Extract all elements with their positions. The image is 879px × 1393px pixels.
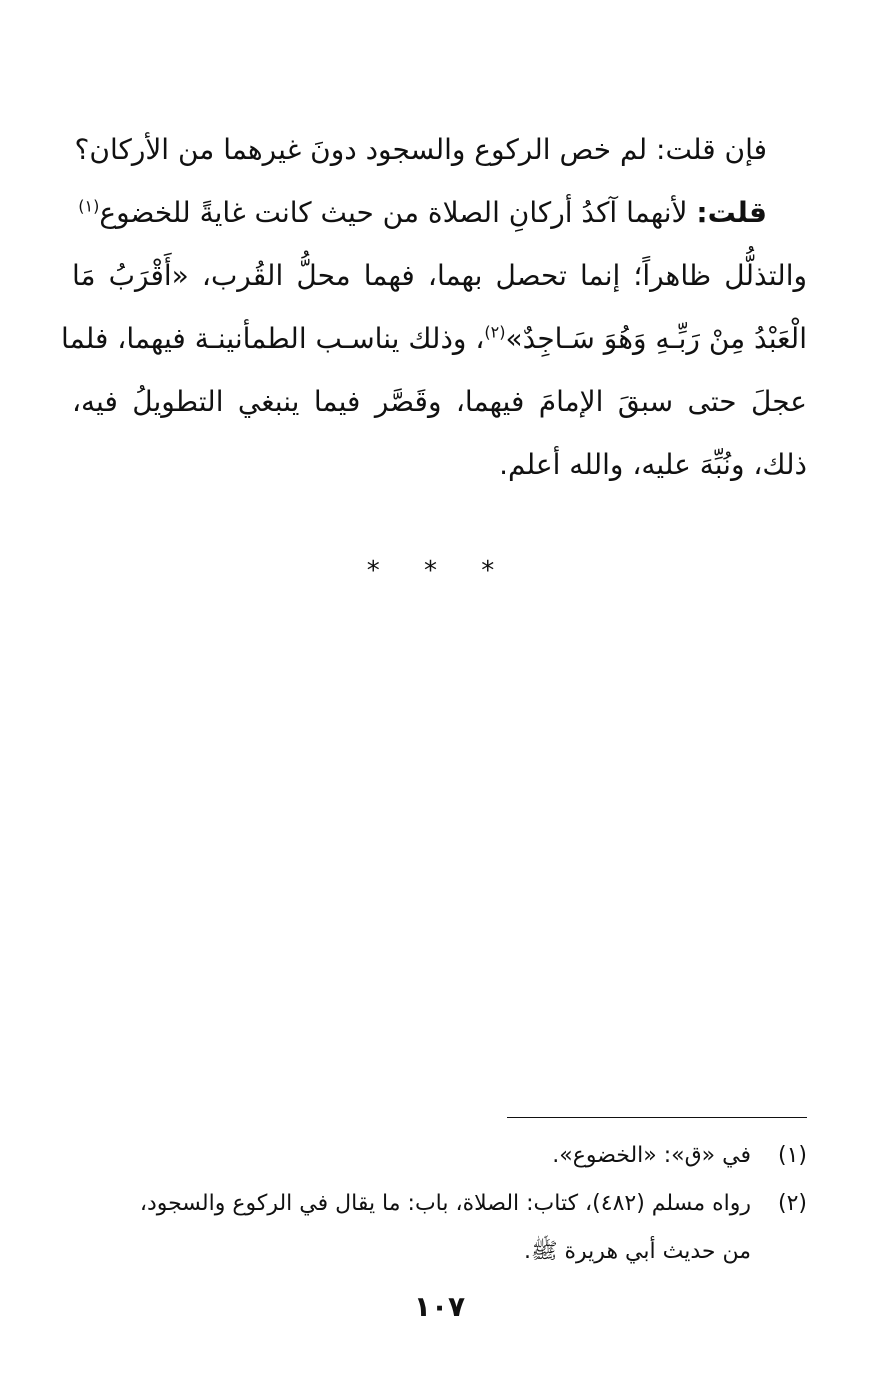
footnote-marker-1[interactable]: (١) — [78, 196, 100, 216]
footnote-number: (٢) — [777, 1191, 807, 1216]
footnote-text: رواه مسلم (٤٨٢)، كتاب: الصلاة، باب: ما يقال في الركوع والسجود، — [139, 1191, 751, 1216]
footnotes — [72, 1132, 807, 1276]
body-line-4-rest: ، وذلك يناسـب الطمأنينـة فيهما، فلما — [61, 322, 485, 355]
footnote-2 — [72, 1180, 807, 1228]
footnote-number: (١) — [777, 1143, 807, 1168]
footnote-text: في «ق»: «الخضوع». — [552, 1143, 751, 1168]
body-line-3: والتذلُّل ظاهراً؛ إنما تحصل بهما، فهما محلُّ القُرب، «أَقْرَبُ مَا — [72, 259, 807, 292]
page-number: ١٠٧ — [413, 1290, 466, 1323]
body-line-5: عجلَ حتى سبقَ الإمامَ فيهما، وقَصَّر فيما ينبغي التطويلُ فيه، — [72, 385, 807, 418]
answer-label: قلت: — [696, 196, 767, 229]
footnote-divider — [507, 1117, 807, 1118]
question-line: فإن قلت: لم خص الركوع والسجود دونَ غيرهما من الأركان؟ — [74, 133, 767, 166]
main-text — [61, 118, 807, 496]
footnote-1 — [72, 1132, 807, 1180]
footnote-2-continuation: من حديث أبي هريرة ﷺ. — [523, 1239, 751, 1264]
answer-text: لأنهما آكدُ أركانِ الصلاة من حيث كانت غايةً للخضوع — [99, 196, 688, 229]
footnote-marker-2[interactable]: (٢) — [484, 322, 506, 342]
hadith-quote: الْعَبْدُ مِنْ رَبِّـهِ وَهُوَ سَـاجِدٌ» — [505, 322, 807, 355]
section-separator: * * * — [366, 556, 513, 586]
answer-line — [72, 181, 807, 244]
body-line-6: ذلك، ونُبِّهَ عليه، والله أعلم. — [499, 448, 807, 481]
body-line-4 — [61, 307, 807, 370]
